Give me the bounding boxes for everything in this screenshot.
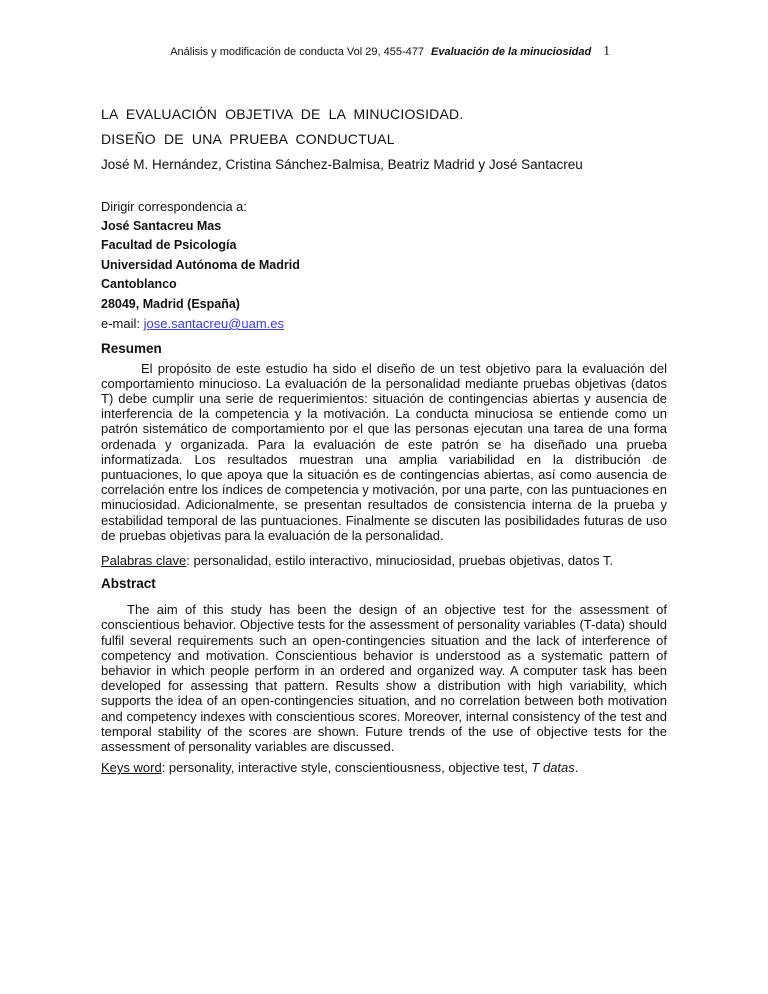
keys-word-list: : personality, interactive style, conscientiousness, objective test, [161,760,532,776]
correspondence-name: José Santacreu Mas [101,218,222,233]
resumen-body: El propósito de este estudio ha sido el diseño de un test objetivo para la evaluación del comportamiento minucioso. La evaluación de la personalidad mediante pruebas objetivas (datos T) debe cumplir una serie de requerimientos: situación de contingencias abiertas y ausencia de interferencia de la competencia y la motivación. La conducta minuciosa se entiende como un patrón sistemático de comportamiento por el que las personas ejecutan una tarea de una forma ordenada y organizada. Para la evaluación de este patrón se ha diseñado una prueba informatizada. Los resultados muestran una amplia variabilidad en la distribución de puntuaciones, lo que apoya que la situación es de contingencias abiertas, así como ausencia de correlación entre los índices de competencia y motivación, por una parte, con las puntuaciones en minuciosidad. Adicionalmente, se presentan resultados de consistencia interna de la prueba y estabilidad temporal de las puntuaciones. Finalmente se discuten las posibilidades futuras de uso de pruebas objetivas para la evaluación de la personalidad. [101,360,667,543]
article-title-line-2: DISEÑO DE UNA PRUEBA CONDUCTUAL [101,131,395,147]
correspondence-campus: Cantoblanco [101,277,177,291]
email-label: e-mail: [101,316,144,331]
running-title: Evaluación de la minuciosidad [431,46,592,58]
email-line [101,314,667,334]
journal-reference: Análisis y modificación de conducta Vol 29, 455-477 [170,46,424,58]
keys-word-label: Keys word [101,760,162,776]
palabras-clave-line [101,553,667,568]
authors-line: José M. Hernández, Cristina Sánchez-Balmisa, Beatriz Madrid y José Santacreu [101,157,583,172]
keys-word-period: . [574,760,579,776]
running-header [101,44,610,59]
abstract-body: The aim of this study has been the design of an objective test for the assessment of conscientious behavior. Objective tests for the assessment of personality variables (T-data) should fulfil several requirements such an open-contingencies situation and the lack of interference of competency and motivation. Conscientious behavior is understood as a systematic pattern of behavior in which people perform in an ordered and organized way. A computer task has been developed for assessing that pattern. Results show a distribution with high variability, which supports the idea of an open-contingencies situation, and no correlation between both motivation and competency indexes with conscientious scores. Moreover, internal consistency of the test and temporal stability of the scores are shown. Future trends of the use of objective tests for the assessment of personality variables are discussed. [101,602,667,754]
correspondence-intro: Dirigir correspondencia a: [101,199,247,214]
correspondence-block [101,197,667,334]
palabras-clave-list: : personalidad, estilo interactivo, minuciosidad, pruebas objetivas, datos T. [186,552,614,568]
correspondence-city: 28049, Madrid (España) [101,296,240,311]
keys-word-line [101,760,667,775]
palabras-clave-label: Palabras clave [101,552,187,568]
article-title-line-1: LA EVALUACIÓN OBJETIVA DE LA MINUCIOSIDAD. [101,106,464,122]
abstract-heading: Abstract [101,576,156,592]
article-title [101,102,667,152]
correspondence-faculty: Facultad de Psicología [101,238,237,252]
correspondence-university: Universidad Autónoma de Madrid [101,257,300,272]
email-link[interactable]: jose.santacreu@uam.es [143,316,285,331]
page-number: 1 [603,43,610,58]
keys-word-italic-term: T datas [531,760,575,776]
resumen-heading: Resumen [101,340,162,356]
